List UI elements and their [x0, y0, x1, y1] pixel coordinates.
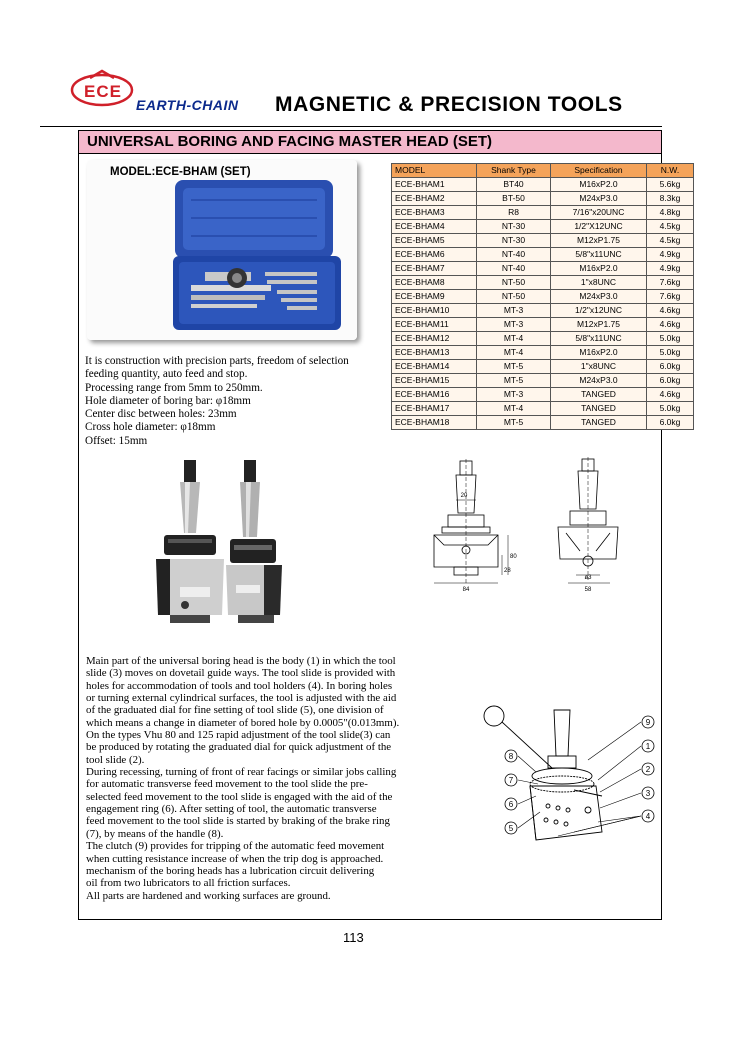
table-cell: ECE-BHAM8 [392, 276, 477, 290]
table-cell: ECE-BHAM5 [392, 234, 477, 248]
table-row [392, 332, 694, 346]
ece-logo [68, 68, 138, 108]
table-cell: TANGED [551, 388, 647, 402]
table-cell: MT-4 [477, 402, 551, 416]
table-cell: ECE-BHAM11 [392, 318, 477, 332]
description-line: when cutting resistance increase of when the trip dog is approached. [86, 852, 384, 865]
table-cell: 5.6kg [647, 178, 694, 192]
description-line: Main part of the universal boring head is the body (1) in which the tool [86, 655, 396, 667]
table-row [392, 248, 694, 262]
table-cell: MT-3 [477, 318, 551, 332]
intro-line: It is construction with precision parts, freedom of selection [85, 355, 349, 367]
leader-lines [518, 722, 641, 836]
table-cell: 7.6kg [647, 276, 694, 290]
spec-table [391, 163, 694, 430]
table-row [392, 276, 694, 290]
table-row [392, 346, 694, 360]
table-row [392, 290, 694, 304]
table-cell: ECE-BHAM9 [392, 290, 477, 304]
table-cell: 6.0kg [647, 416, 694, 430]
description-line: (7), by means of the handle (8). [86, 827, 224, 840]
table-cell: M24xP3.0 [551, 192, 647, 206]
table-cell: ECE-BHAM3 [392, 206, 477, 220]
table-cell: ECE-BHAM17 [392, 402, 477, 416]
callout-8 [505, 750, 517, 762]
description-line: slide (3) moves on dovetail guide ways. The tool slide is provided with [86, 667, 396, 680]
table-cell: ECE-BHAM7 [392, 262, 477, 276]
dim-84: 84 [462, 587, 470, 593]
table-cell: 5.0kg [647, 402, 694, 416]
table-cell: ECE-BHAM2 [392, 192, 477, 206]
table-row [392, 360, 694, 374]
table-cell: NT-50 [477, 276, 551, 290]
svg-text:7: 7 [508, 776, 514, 785]
svg-text:5: 5 [508, 824, 514, 833]
table-row [392, 374, 694, 388]
logo-text: ECE [84, 82, 122, 101]
table-cell: 4.6kg [647, 318, 694, 332]
dim-phi: ø3 [584, 575, 592, 581]
table-cell: 5.0kg [647, 346, 694, 360]
table-row [392, 318, 694, 332]
column-header: Specification [551, 164, 647, 178]
table-cell: M24xP3.0 [551, 290, 647, 304]
table-cell: MT-3 [477, 388, 551, 402]
table-cell: MT-5 [477, 416, 551, 430]
table-cell: 4.6kg [647, 304, 694, 318]
table-cell: 5/8"x11UNC [551, 332, 647, 346]
table-cell: MT-3 [477, 304, 551, 318]
callout-5 [505, 822, 517, 834]
description-line: which means a change in diameter of bored hole by 0.0005"(0.013mm). [86, 716, 400, 729]
table-cell: 4.9kg [647, 262, 694, 276]
svg-text:6: 6 [508, 800, 514, 809]
callout-2 [642, 763, 654, 775]
table-cell: 4.6kg [647, 388, 694, 402]
intro-text [85, 355, 385, 448]
table-row [392, 304, 694, 318]
description-line: During recessing, turning of front of rear facings or similar jobs calling [86, 766, 397, 779]
svg-text:8: 8 [508, 752, 514, 761]
intro-line: Hole diameter of boring bar: φ18mm [85, 394, 251, 407]
callout-4 [642, 810, 654, 822]
intro-line: Processing range from 5mm to 250mm. [85, 381, 263, 394]
table-cell: ECE-BHAM16 [392, 388, 477, 402]
table-cell: MT-5 [477, 374, 551, 388]
description-line: or turning external cylindrical surfaces, the tool is adjusted with the aid [86, 692, 397, 705]
table-cell: 7.6kg [647, 290, 694, 304]
table-cell: 1/2"X12UNC [551, 220, 647, 234]
table-cell: M24xP3.0 [551, 374, 647, 388]
section-title: UNIVERSAL BORING AND FACING MASTER HEAD (SET) [87, 133, 493, 150]
callout-7 [505, 774, 517, 786]
table-cell: 1"x8UNC [551, 360, 647, 374]
description-line: The clutch (9) provides for tripping of the automatic feed movement [86, 840, 385, 853]
table-cell: 1/2"x12UNC [551, 304, 647, 318]
table-row [392, 220, 694, 234]
table-cell: TANGED [551, 402, 647, 416]
table-cell: 1"x8UNC [551, 276, 647, 290]
technical-drawings [420, 455, 670, 605]
callout-1 [642, 740, 654, 752]
table-row [392, 206, 694, 220]
svg-text:2: 2 [645, 765, 651, 774]
table-cell: M16xP2.0 [551, 178, 647, 192]
table-cell: 8.3kg [647, 192, 694, 206]
dim-20: 20 [460, 493, 468, 499]
table-row [392, 192, 694, 206]
callout-3 [642, 787, 654, 799]
table-cell: MT-4 [477, 346, 551, 360]
description-text [86, 655, 456, 902]
table-cell: ECE-BHAM10 [392, 304, 477, 318]
table-row [392, 416, 694, 430]
description-line: holes for accommodation of tools and tool holders (4). In boring holes [86, 679, 393, 692]
callout-9 [642, 716, 654, 728]
side-view-drawing [558, 457, 618, 583]
table-cell: 4.8kg [647, 206, 694, 220]
table-cell: ECE-BHAM4 [392, 220, 477, 234]
description-line: selected feed movement to the tool slide is engaged with the aid of the [86, 790, 393, 803]
dim-28: 28 [504, 568, 511, 574]
page-number: 113 [343, 930, 364, 945]
description-line: feed movement to the tool slide is started by braking of the brake ring [86, 815, 390, 828]
table-cell: M12xP1.75 [551, 234, 647, 248]
table-cell: MT-5 [477, 360, 551, 374]
intro-line: Offset: 15mm [85, 434, 148, 447]
table-row [392, 388, 694, 402]
table-cell: NT-40 [477, 262, 551, 276]
table-row [392, 178, 694, 192]
tool-case-image [87, 160, 357, 340]
table-cell: ECE-BHAM18 [392, 416, 477, 430]
column-header: Shank Type [477, 164, 551, 178]
table-header-row [392, 164, 694, 178]
table-cell: ECE-BHAM13 [392, 346, 477, 360]
table-cell: 4.9kg [647, 248, 694, 262]
brand-name: EARTH-CHAIN [136, 97, 239, 113]
table-row [392, 262, 694, 276]
intro-line: Cross hole diameter: φ18mm [85, 421, 216, 434]
table-cell: ECE-BHAM1 [392, 178, 477, 192]
description-line: engagement ring (6). After setting of tool, the automatic transverse [86, 803, 377, 816]
callout-6 [505, 798, 517, 810]
product-photo [87, 160, 357, 340]
table-cell: ECE-BHAM15 [392, 374, 477, 388]
model-caption: MODEL:ECE-BHAM (SET) [110, 166, 251, 178]
description-line: tool slide (2). [86, 753, 145, 766]
intro-line: Center disc between holes: 23mm [85, 408, 237, 421]
dim-58: 58 [584, 587, 592, 593]
table-cell: ECE-BHAM14 [392, 360, 477, 374]
table-cell: M16xP2.0 [551, 346, 647, 360]
front-view-drawing [434, 459, 508, 585]
table-cell: BT-50 [477, 192, 551, 206]
table-cell: M12xP1.75 [551, 318, 647, 332]
table-cell: NT-50 [477, 290, 551, 304]
table-cell: 7/16"x20UNC [551, 206, 647, 220]
column-header: N.W. [647, 164, 694, 178]
description-line: oil from two lubricators to all friction surfaces. [86, 877, 291, 890]
description-line: for automatic transverse feed movement to the tool slide the pre- [86, 778, 368, 791]
boring-head-front [156, 460, 224, 623]
parts-diagram [478, 700, 662, 870]
table-row [392, 402, 694, 416]
table-cell: 6.0kg [647, 360, 694, 374]
table-cell: MT-4 [477, 332, 551, 346]
table-cell: ECE-BHAM12 [392, 332, 477, 346]
svg-text:9: 9 [645, 718, 651, 727]
table-cell: 4.5kg [647, 220, 694, 234]
table-cell: NT-40 [477, 248, 551, 262]
intro-line: feeding quantity, auto feed and stop. [85, 368, 248, 381]
table-cell: 5.0kg [647, 332, 694, 346]
svg-text:3: 3 [645, 789, 651, 798]
handle-ball [484, 706, 504, 726]
table-cell: 6.0kg [647, 374, 694, 388]
description-line: mechanism of the boring heads has a lubrication circuit delivering [86, 864, 375, 877]
column-header: MODEL [392, 164, 477, 178]
description-line: All parts are hardened and working surfaces are ground. [86, 889, 331, 902]
table-row [392, 234, 694, 248]
table-cell: NT-30 [477, 234, 551, 248]
svg-text:4: 4 [645, 812, 651, 821]
dim-80: 80 [510, 554, 517, 560]
table-cell: NT-30 [477, 220, 551, 234]
table-cell: M16xP2.0 [551, 262, 647, 276]
table-cell: 5/8"x11UNC [551, 248, 647, 262]
page-headline: MAGNETIC & PRECISION TOOLS [275, 93, 623, 116]
table-cell: ECE-BHAM6 [392, 248, 477, 262]
table-cell: R8 [477, 206, 551, 220]
table-cell: TANGED [551, 416, 647, 430]
description-line: On the types Vhu 80 and 125 rapid adjustment of the tool slide(3) can [86, 729, 391, 742]
table-body [392, 178, 694, 430]
boring-head-angled [226, 460, 282, 623]
description-line: of the graduated dial for fine setting of tool slide (5), one division of [86, 704, 384, 717]
description-line: be produced by rotating the graduated dial for quick adjustment of the [86, 741, 392, 754]
table-cell: BT40 [477, 178, 551, 192]
boring-head-photos [152, 455, 287, 635]
table-cell: 4.5kg [647, 234, 694, 248]
svg-text:1: 1 [645, 742, 651, 751]
header-rule [40, 126, 662, 127]
